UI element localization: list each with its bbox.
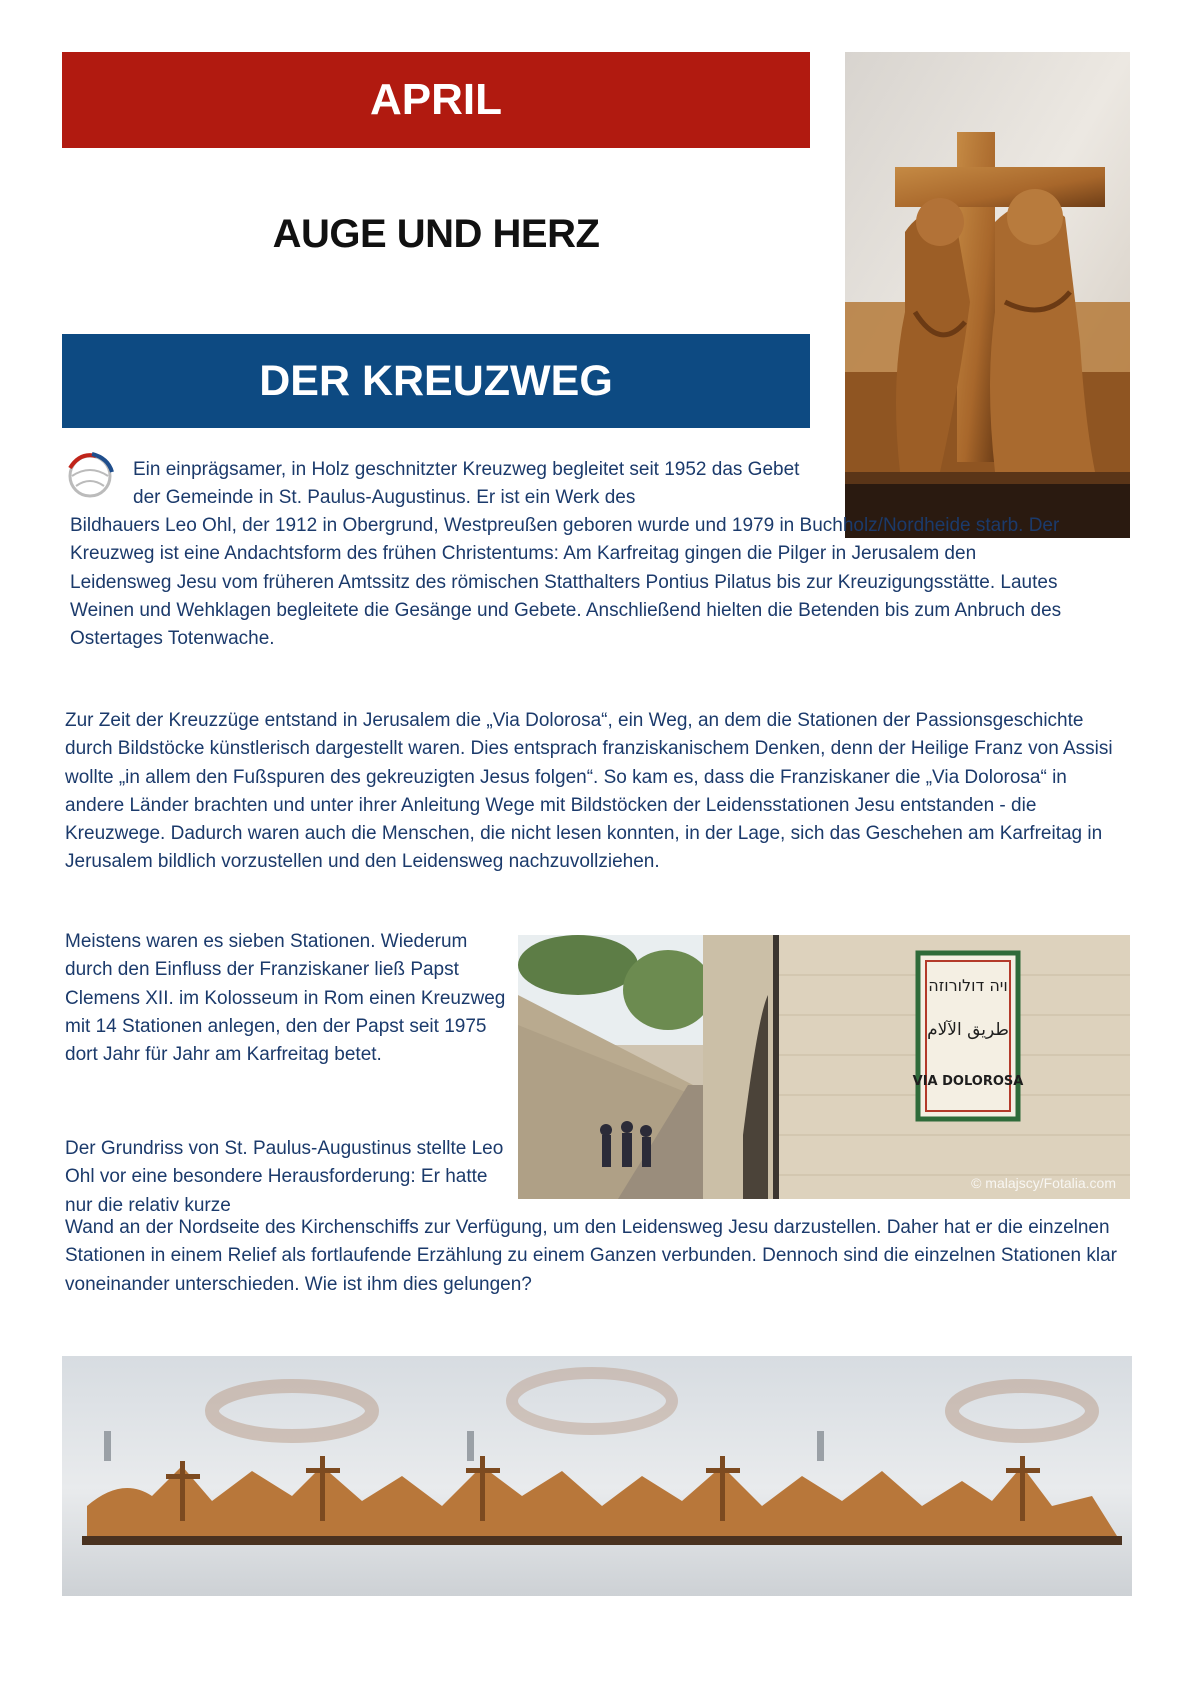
stations-relief-photo [62, 1356, 1132, 1596]
intro-paragraph-lead: Ein einprägsamer, in Holz geschnitzter Kreuzweg begleitet seit 1952 das Gebet der Gemeinde in St. Paulus-Augustinus. Er ist ein Werk des [133, 459, 800, 509]
sign-arabic: طريق الآلام [927, 1020, 1009, 1040]
via-dolorosa-photo [518, 935, 1130, 1199]
stations-paragraph: Meistens waren es sieben Stationen. Wiederum durch den Einfluss der Franziskaner ließ Papst Clemens XII. im Kolosseum in Rom einen Kreuzweg mit 14 Stationen anlegen, den der Papst seit 1975 dort Jahr für Jahr am Karfreitag betet. [65, 931, 506, 1066]
via-dolorosa-paragraph: Zur Zeit der Kreuzzüge entstand in Jerusalem die „Via Dolorosa“, ein Weg, an dem die Stationen der Passionsgeschichte durch Bildstöcke künstlerisch dargestellt waren. Dies entsprach franziskanischem Denken, denn der Heilige Franz von Assisi wollte „in allem den Fußspuren des gekreuzigten Jesus folgen“. So kam es, dass die Franziskaner die „Via Dolorosa“ in andere Länder brachten und unter ihrer Anleitung Wege mit Bildstöcken der Leidensstationen Jesu entstanden - die Kreuzwege. Dadurch waren auch die Menschen, die nicht lesen konnten, in der Lage, sich das Geschehen am Karfreitag in Jerusalem bildlich vorzustellen und den Leidensweg nachzuvollziehen. [65, 710, 1113, 873]
topic-banner [62, 334, 810, 428]
wood-carving-photo [845, 52, 1130, 538]
topic-title: DER KREUZWEG [259, 357, 613, 405]
floorplan-paragraph-lead: Der Grundriss von St. Paulus-Augustinus stellte Leo Ohl vor eine besondere Herausforderung: Er hatte nur die relativ kurze [65, 1138, 504, 1216]
series-title: AUGE UND HERZ [272, 212, 600, 256]
month-banner [62, 52, 810, 148]
intro-paragraph: Bildhauers Leo Ohl, der 1912 in Obergrund, Westpreußen geboren wurde und 1979 in Buchholz/Nordheide starb. Der Kreuzweg ist eine Andachtsform des frühen Christentums: Am Karfreitag gingen die Pilger in Jerusalem den Leidensweg Jesu vom früheren Amtssitz des römischen Statthalters Pontius Pilatus bis zur Kreuzigungsstätte. Lautes Weinen und Wehklagen begleitete die Gesänge und Gebete. Anschließend hielten die Betenden bis zum Anbruch des Ostertages Totenwache. [70, 515, 1062, 650]
sign-latin: VIA DOLOROSA [912, 1074, 1024, 1089]
floorplan-paragraph: Wand an der Nordseite des Kirchenschiffs zur Verfügung, um den Leidensweg Jesu darzustellen. Daher hat er die einzelnen Stationen in einem Relief als fortlaufende Erzählung zu einem Ganzen verbunden. Dennoch sind die einzelnen Stationen klar voneinander unterschieden. Wie ist ihm dies gelungen? [65, 1217, 1118, 1295]
month-title: APRIL [370, 75, 502, 124]
photo-credit: © malajscy/Fotalia.com [971, 1175, 1116, 1191]
sign-hebrew: ויה דולורוזה [928, 976, 1008, 995]
parish-logo [62, 446, 118, 502]
